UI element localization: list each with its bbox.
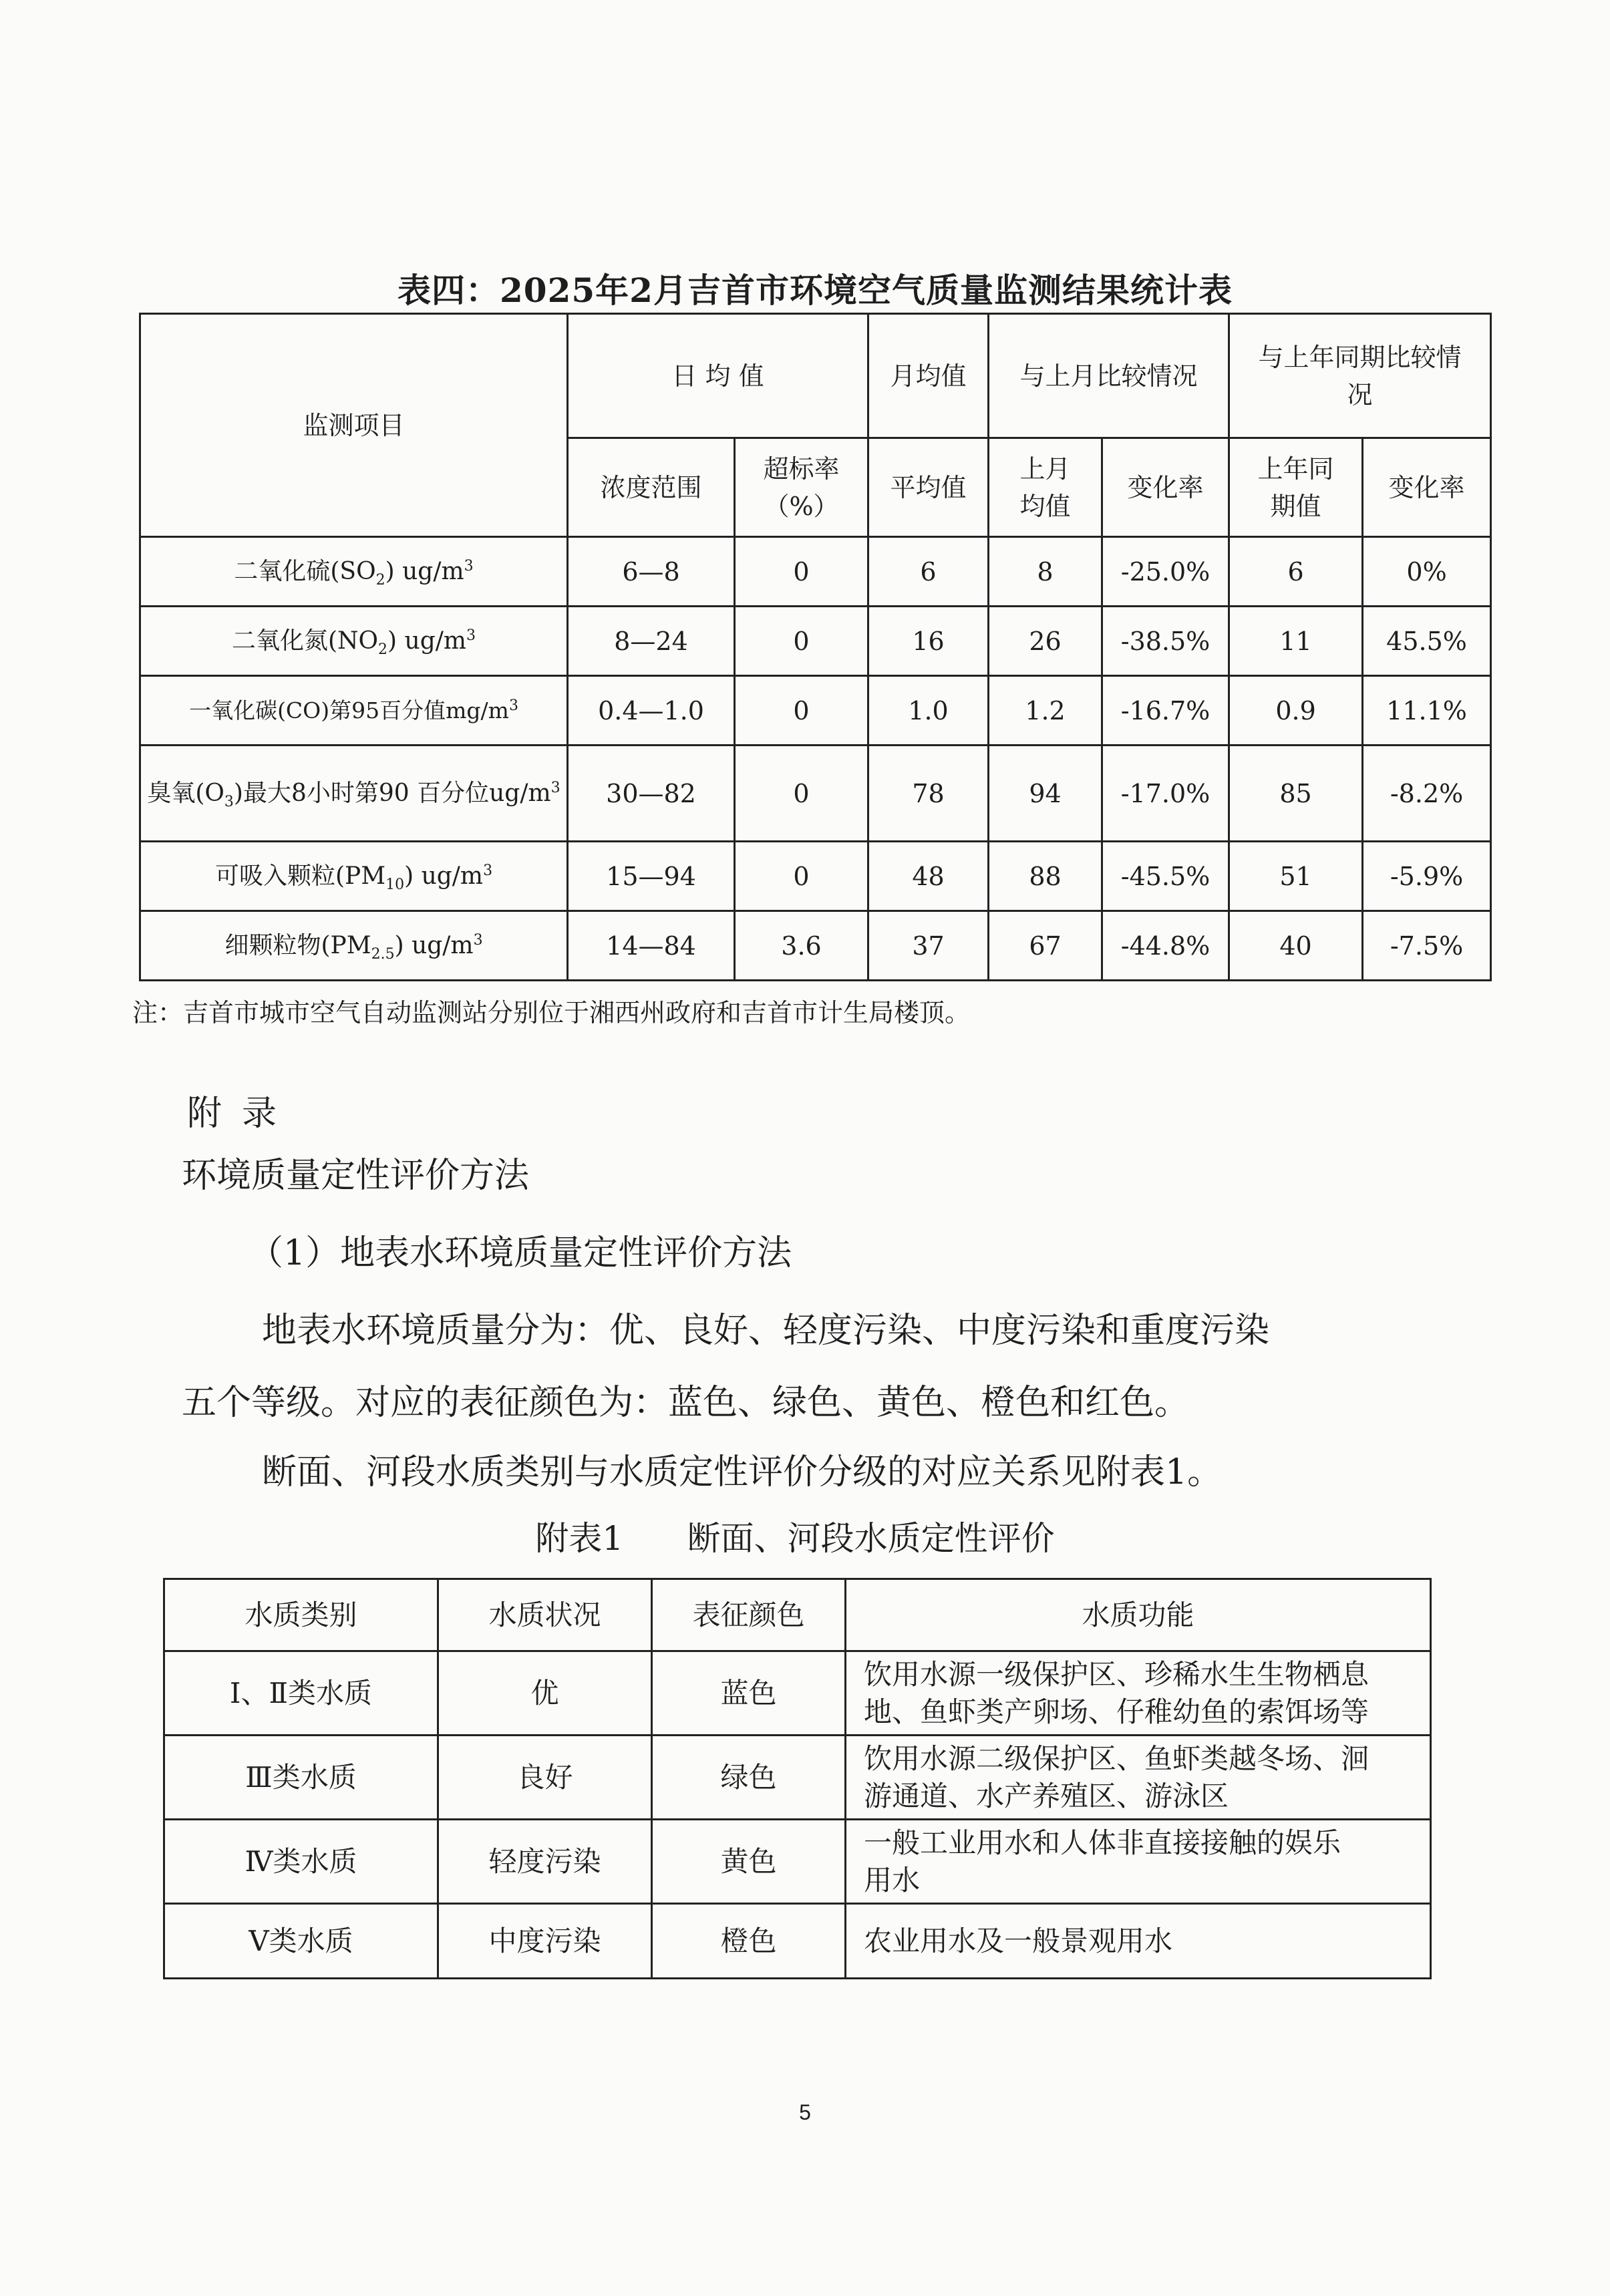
appendix-paragraph-2: （1）地表水环境质量定性评价方法 — [249, 1233, 792, 1273]
water-status: 中度污染 — [438, 1904, 652, 1979]
water-function: 一般工业用水和人体非直接接触的娱乐 用水 — [846, 1820, 1431, 1904]
water-quality-table — [163, 1578, 1432, 1979]
header-exceed-rate: 超标率（%） — [735, 438, 868, 537]
conc-range: 30—82 — [568, 746, 735, 842]
pollutant-name: 可吸入颗粒$(PM_{10})$ $ug/m^3$ — [140, 842, 568, 911]
table-row — [164, 1736, 1431, 1820]
yoy-change-rate: 45.5% — [1363, 607, 1491, 676]
yoy-change-rate: -8.2% — [1363, 746, 1491, 842]
table-row — [140, 911, 1491, 981]
conc-range: 0.4—1.0 — [568, 676, 735, 746]
change-rate: -45.5% — [1102, 842, 1229, 911]
pollutant-name: 二氧化硫$(SO_2)$ $ug/m^3$ — [140, 537, 568, 607]
water-status: 良好 — [438, 1736, 652, 1820]
water-color: 蓝色 — [652, 1651, 846, 1736]
table-row — [140, 842, 1491, 911]
last-month-avg: 26 — [989, 607, 1102, 676]
table-row — [164, 1904, 1431, 1979]
header-function: 水质功能 — [846, 1579, 1431, 1651]
exceed-rate: 0 — [735, 537, 868, 607]
header-last-year-same: 上年同期值 — [1229, 438, 1363, 537]
header-daily-avg: 日 均 值 — [568, 314, 868, 438]
change-rate: -44.8% — [1102, 911, 1229, 981]
appendix-heading: 附录 — [187, 1094, 297, 1134]
header-change-rate: 变化率 — [1102, 438, 1229, 537]
last-year-value: 11 — [1229, 607, 1363, 676]
last-month-avg: 88 — [989, 842, 1102, 911]
exceed-rate: 3.6 — [735, 911, 868, 981]
last-month-avg: 67 — [989, 911, 1102, 981]
header-change-rate-yoy: 变化率 — [1363, 438, 1491, 537]
header-category: 水质类别 — [164, 1579, 438, 1651]
monthly-avg: 16 — [868, 607, 989, 676]
pollutant-name: 细颗粒物$(PM_{2.5})$ $ug/m^3$ — [140, 911, 568, 981]
monthly-avg: 78 — [868, 746, 989, 842]
pollutant-name: 一氧化碳(CO)第95百分值$mg/m^3$ — [140, 676, 568, 746]
water-color: 黄色 — [652, 1820, 846, 1904]
water-category: Ⅰ、Ⅱ类水质 — [164, 1651, 438, 1736]
table-row — [164, 1820, 1431, 1904]
table-row — [164, 1651, 1431, 1736]
water-category: Ⅳ类水质 — [164, 1820, 438, 1904]
yoy-change-rate: -7.5% — [1363, 911, 1491, 981]
monthly-avg: 48 — [868, 842, 989, 911]
change-rate: -16.7% — [1102, 676, 1229, 746]
table4-title: 表四：2025年2月吉首市环境空气质量监测结果统计表 — [397, 271, 1233, 310]
water-function: 饮用水源一级保护区、珍稀水生生物栖息 地、鱼虾类产卵场、仔稚幼鱼的索饵场等 — [846, 1651, 1431, 1736]
monthly-avg: 37 — [868, 911, 989, 981]
change-rate: -17.0% — [1102, 746, 1229, 842]
last-month-avg: 8 — [989, 537, 1102, 607]
header-vs-last-year: 与上年同期比较情况 — [1229, 314, 1491, 438]
attached-table-title: 附表1 断面、河段水质定性评价 — [535, 1519, 1055, 1558]
header-item: 监测项目 — [140, 314, 568, 537]
last-month-avg: 94 — [989, 746, 1102, 842]
header-vs-last-month: 与上月比较情况 — [989, 314, 1229, 438]
header-status: 水质状况 — [438, 1579, 652, 1651]
conc-range: 15—94 — [568, 842, 735, 911]
air-quality-table — [139, 313, 1492, 981]
exceed-rate: 0 — [735, 676, 868, 746]
last-year-value: 85 — [1229, 746, 1363, 842]
last-month-avg: 1.2 — [989, 676, 1102, 746]
last-year-value: 51 — [1229, 842, 1363, 911]
water-category: Ⅴ类水质 — [164, 1904, 438, 1979]
water-category: Ⅲ类水质 — [164, 1736, 438, 1820]
header-avg: 平均值 — [868, 438, 989, 537]
pollutant-name: 二氧化氮$(NO_2)$ $ug/m^3$ — [140, 607, 568, 676]
exceed-rate: 0 — [735, 746, 868, 842]
header-monthly-avg: 月均值 — [868, 314, 989, 438]
water-function: 饮用水源二级保护区、鱼虾类越冬场、洄 游通道、水产养殖区、游泳区 — [846, 1736, 1431, 1820]
exceed-rate: 0 — [735, 607, 868, 676]
change-rate: -25.0% — [1102, 537, 1229, 607]
yoy-change-rate: 0% — [1363, 537, 1491, 607]
change-rate: -38.5% — [1102, 607, 1229, 676]
header-color: 表征颜色 — [652, 1579, 846, 1651]
appendix-paragraph-4: 断面、河段水质类别与水质定性评价分级的对应关系见附表1。 — [262, 1452, 1223, 1492]
conc-range: 8—24 — [568, 607, 735, 676]
exceed-rate: 0 — [735, 842, 868, 911]
table4-note: 注：吉首市城市空气自动监测站分别位于湘西州政府和吉首市计生局楼顶。 — [132, 998, 971, 1027]
header-conc-range: 浓度范围 — [568, 438, 735, 537]
table-row — [140, 746, 1491, 842]
last-year-value: 40 — [1229, 911, 1363, 981]
conc-range: 14—84 — [568, 911, 735, 981]
yoy-change-rate: -5.9% — [1363, 842, 1491, 911]
monthly-avg: 6 — [868, 537, 989, 607]
water-function: 农业用水及一般景观用水 — [846, 1904, 1431, 1979]
water-color: 橙色 — [652, 1904, 846, 1979]
page-number: 5 — [799, 2100, 811, 2124]
header-last-month-avg: 上月均值 — [989, 438, 1102, 537]
yoy-change-rate: 11.1% — [1363, 676, 1491, 746]
appendix-paragraph-3b: 五个等级。对应的表征颜色为：蓝色、绿色、黄色、橙色和红色。 — [182, 1383, 1190, 1423]
monthly-avg: 1.0 — [868, 676, 989, 746]
table-row — [140, 607, 1491, 676]
table-row — [140, 537, 1491, 607]
appendix-paragraph-3a: 地表水环境质量分为：优、良好、轻度污染、中度污染和重度污染 — [262, 1311, 1270, 1351]
appendix-paragraph-1: 环境质量定性评价方法 — [182, 1156, 530, 1196]
conc-range: 6—8 — [568, 537, 735, 607]
water-status: 优 — [438, 1651, 652, 1736]
water-status: 轻度污染 — [438, 1820, 652, 1904]
last-year-value: 6 — [1229, 537, 1363, 607]
last-year-value: 0.9 — [1229, 676, 1363, 746]
table-row — [140, 676, 1491, 746]
water-color: 绿色 — [652, 1736, 846, 1820]
pollutant-name: 臭氧$(O_3)$最大8小时第90 百分位$ug/m^3$ — [140, 746, 568, 842]
